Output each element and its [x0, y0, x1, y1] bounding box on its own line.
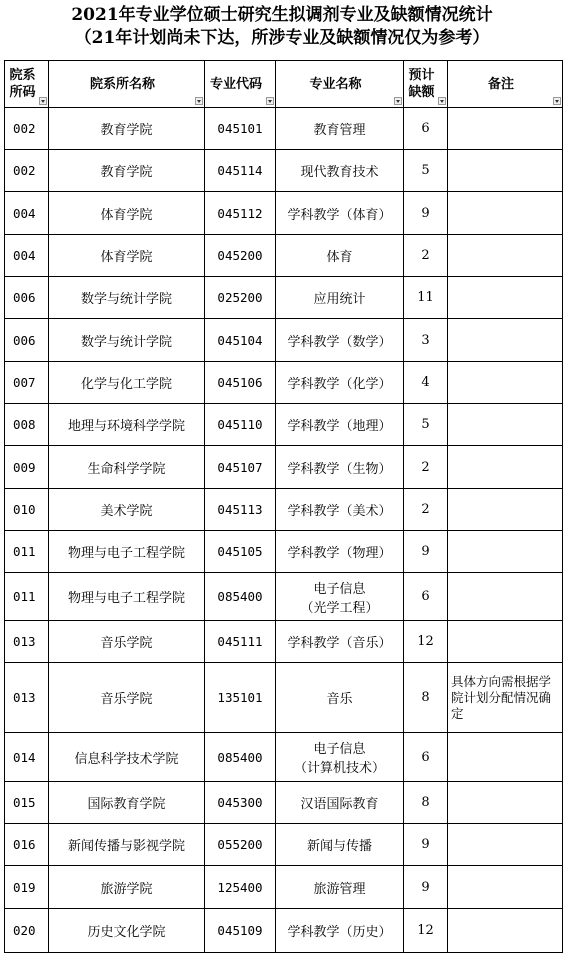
header-dept-name[interactable]: 院系所名称	[49, 61, 205, 108]
vacancy-cell[interactable]: 12	[404, 909, 448, 953]
major-code-cell[interactable]: 045110	[205, 404, 276, 446]
note-cell[interactable]	[448, 404, 563, 446]
major-name-cell[interactable]: 体育	[276, 235, 404, 277]
major-name-cell[interactable]: 学科教学（美术）	[276, 489, 404, 531]
dept-code-cell[interactable]: 009	[5, 446, 49, 489]
major-code-cell[interactable]: 045101	[205, 108, 276, 150]
vacancy-cell[interactable]: 2	[404, 489, 448, 531]
note-cell[interactable]: 具体方向需根据学院计划分配情况确定	[448, 663, 563, 733]
table-row	[5, 733, 563, 782]
dept-name-cell[interactable]: 物理与电子工程学院	[49, 531, 205, 573]
dept-code-cell[interactable]: 015	[5, 782, 49, 824]
major-name-cell[interactable]: 音乐	[276, 663, 404, 733]
major-name-cell[interactable]: 学科教学（历史）	[276, 909, 404, 953]
table-subtitle: （21年计划尚未下达，所涉专业及缺额情况仅为参考）	[74, 28, 490, 48]
vacancy-cell[interactable]: 9	[404, 866, 448, 909]
major-code-cell[interactable]: 135101	[205, 663, 276, 733]
dept-code-cell[interactable]: 020	[5, 909, 49, 953]
vacancy-cell[interactable]: 12	[404, 621, 448, 663]
major-name-cell[interactable]: 应用统计	[276, 277, 404, 319]
vacancy-table	[4, 60, 563, 953]
table-row	[5, 621, 563, 663]
filter-dropdown-icon[interactable]	[39, 97, 47, 105]
filter-dropdown-icon[interactable]	[394, 97, 402, 105]
vacancy-cell[interactable]: 4	[404, 362, 448, 404]
vacancy-cell[interactable]: 8	[404, 663, 448, 733]
vacancy-cell[interactable]: 6	[404, 573, 448, 621]
vacancy-cell[interactable]: 5	[404, 404, 448, 446]
major-code-cell[interactable]: 045300	[205, 782, 276, 824]
note-cell[interactable]	[448, 733, 563, 782]
dept-name-cell[interactable]: 地理与环境科学学院	[49, 404, 205, 446]
dept-code-cell[interactable]: 008	[5, 404, 49, 446]
note-cell[interactable]	[448, 319, 563, 362]
major-name-cell[interactable]: 电子信息 （光学工程）	[276, 573, 404, 621]
table-row	[5, 909, 563, 953]
major-name-cell[interactable]: 学科教学（体育）	[276, 192, 404, 235]
dept-name-cell[interactable]: 音乐学院	[49, 621, 205, 663]
note-cell[interactable]	[448, 824, 563, 866]
note-cell[interactable]	[448, 362, 563, 404]
major-name-cell[interactable]: 学科教学（地理）	[276, 404, 404, 446]
dept-name-cell[interactable]: 体育学院	[49, 192, 205, 235]
vacancy-cell[interactable]: 9	[404, 531, 448, 573]
table-row	[5, 824, 563, 866]
table-row	[5, 192, 563, 235]
filter-dropdown-icon[interactable]	[266, 97, 274, 105]
major-name-cell[interactable]: 学科教学（物理）	[276, 531, 404, 573]
note-cell[interactable]	[448, 150, 563, 192]
dept-name-cell[interactable]: 美术学院	[49, 489, 205, 531]
table-row	[5, 573, 563, 621]
dept-name-cell[interactable]: 旅游学院	[49, 866, 205, 909]
dept-name-cell[interactable]: 教育学院	[49, 150, 205, 192]
table-row	[5, 235, 563, 277]
major-code-cell[interactable]: 045105	[205, 531, 276, 573]
note-cell[interactable]	[448, 192, 563, 235]
dept-code-cell[interactable]: 011	[5, 573, 49, 621]
dept-code-cell[interactable]: 007	[5, 362, 49, 404]
table-row	[5, 362, 563, 404]
note-cell[interactable]	[448, 235, 563, 277]
dept-name-cell[interactable]: 物理与电子工程学院	[49, 573, 205, 621]
note-cell[interactable]	[448, 782, 563, 824]
dept-name-cell[interactable]: 化学与化工学院	[49, 362, 205, 404]
major-code-cell[interactable]: 085400	[205, 733, 276, 782]
filter-dropdown-icon[interactable]	[553, 97, 561, 105]
dept-name-cell[interactable]: 教育学院	[49, 108, 205, 150]
vacancy-cell[interactable]: 2	[404, 446, 448, 489]
dept-name-cell[interactable]: 信息科学技术学院	[49, 733, 205, 782]
major-code-cell[interactable]: 045107	[205, 446, 276, 489]
header-note[interactable]: 备注	[448, 61, 563, 108]
major-code-cell[interactable]: 045104	[205, 319, 276, 362]
note-cell[interactable]	[448, 531, 563, 573]
vacancy-cell[interactable]: 11	[404, 277, 448, 319]
vacancy-cell[interactable]: 5	[404, 150, 448, 192]
dept-name-cell[interactable]: 音乐学院	[49, 663, 205, 733]
header-row	[5, 61, 563, 108]
major-name-cell[interactable]: 汉语国际教育	[276, 782, 404, 824]
dept-name-cell[interactable]: 生命科学学院	[49, 446, 205, 489]
major-name-cell[interactable]: 电子信息 （计算机技术）	[276, 733, 404, 782]
major-code-cell[interactable]: 085400	[205, 573, 276, 621]
dept-code-cell[interactable]: 019	[5, 866, 49, 909]
major-code-cell[interactable]: 045113	[205, 489, 276, 531]
note-cell[interactable]	[448, 573, 563, 621]
major-code-cell[interactable]: 025200	[205, 277, 276, 319]
dept-code-cell[interactable]: 013	[5, 621, 49, 663]
dept-code-cell[interactable]: 002	[5, 150, 49, 192]
major-code-cell[interactable]: 045200	[205, 235, 276, 277]
table-row	[5, 866, 563, 909]
vacancy-cell[interactable]: 2	[404, 235, 448, 277]
note-cell[interactable]	[448, 621, 563, 663]
filter-dropdown-icon[interactable]	[195, 97, 203, 105]
dept-code-cell[interactable]: 006	[5, 319, 49, 362]
dept-name-cell[interactable]: 国际教育学院	[49, 782, 205, 824]
major-code-cell[interactable]: 055200	[205, 824, 276, 866]
vacancy-cell[interactable]: 8	[404, 782, 448, 824]
dept-code-cell[interactable]: 010	[5, 489, 49, 531]
table-row	[5, 108, 563, 150]
major-name-cell[interactable]: 学科教学（生物）	[276, 446, 404, 489]
dept-code-cell[interactable]: 004	[5, 235, 49, 277]
header-dept-code[interactable]: 院系 所码	[5, 61, 49, 108]
vacancy-cell[interactable]: 6	[404, 108, 448, 150]
vacancy-cell[interactable]: 9	[404, 192, 448, 235]
dept-name-cell[interactable]: 数学与统计学院	[49, 319, 205, 362]
major-code-cell[interactable]: 045106	[205, 362, 276, 404]
major-code-cell[interactable]: 045109	[205, 909, 276, 953]
major-code-cell[interactable]: 045111	[205, 621, 276, 663]
dept-code-cell[interactable]: 014	[5, 733, 49, 782]
major-name-cell[interactable]: 学科教学（音乐）	[276, 621, 404, 663]
table-row	[5, 531, 563, 573]
note-cell[interactable]	[448, 446, 563, 489]
dept-name-cell[interactable]: 新闻传播与影视学院	[49, 824, 205, 866]
dept-name-cell[interactable]: 数学与统计学院	[49, 277, 205, 319]
table-row	[5, 404, 563, 446]
note-cell[interactable]	[448, 909, 563, 953]
header-major-name[interactable]: 专业名称	[276, 61, 404, 108]
major-name-cell[interactable]: 学科教学（数学）	[276, 319, 404, 362]
dept-code-cell[interactable]: 016	[5, 824, 49, 866]
note-cell[interactable]	[448, 108, 563, 150]
header-vacancy[interactable]: 预计 缺额	[404, 61, 448, 108]
table-row	[5, 277, 563, 319]
filter-dropdown-icon[interactable]	[438, 97, 446, 105]
note-cell[interactable]	[448, 277, 563, 319]
vacancy-cell[interactable]: 3	[404, 319, 448, 362]
table-row	[5, 782, 563, 824]
major-name-cell[interactable]: 现代教育技术	[276, 150, 404, 192]
table-row	[5, 446, 563, 489]
major-code-cell[interactable]: 045114	[205, 150, 276, 192]
dept-name-cell[interactable]: 历史文化学院	[49, 909, 205, 953]
dept-code-cell[interactable]: 011	[5, 531, 49, 573]
dept-code-cell[interactable]: 006	[5, 277, 49, 319]
table-body	[5, 108, 563, 953]
vacancy-cell[interactable]: 6	[404, 733, 448, 782]
major-name-cell[interactable]: 新闻与传播	[276, 824, 404, 866]
dept-code-cell[interactable]: 013	[5, 663, 49, 733]
dept-code-cell[interactable]: 004	[5, 192, 49, 235]
vacancy-cell[interactable]: 9	[404, 824, 448, 866]
table-row	[5, 489, 563, 531]
major-name-cell[interactable]: 教育管理	[276, 108, 404, 150]
table-row	[5, 150, 563, 192]
note-cell[interactable]	[448, 866, 563, 909]
table-row	[5, 663, 563, 733]
dept-name-cell[interactable]: 体育学院	[49, 235, 205, 277]
dept-code-cell[interactable]: 002	[5, 108, 49, 150]
major-name-cell[interactable]: 旅游管理	[276, 866, 404, 909]
table-row	[5, 319, 563, 362]
major-code-cell[interactable]: 125400	[205, 866, 276, 909]
major-name-cell[interactable]: 学科教学（化学）	[276, 362, 404, 404]
major-code-cell[interactable]: 045112	[205, 192, 276, 235]
table-title: 2021年专业学位硕士研究生拟调剂专业及缺额情况统计	[71, 5, 493, 25]
note-cell[interactable]	[448, 489, 563, 531]
header-major-code[interactable]: 专业代码	[205, 61, 276, 108]
